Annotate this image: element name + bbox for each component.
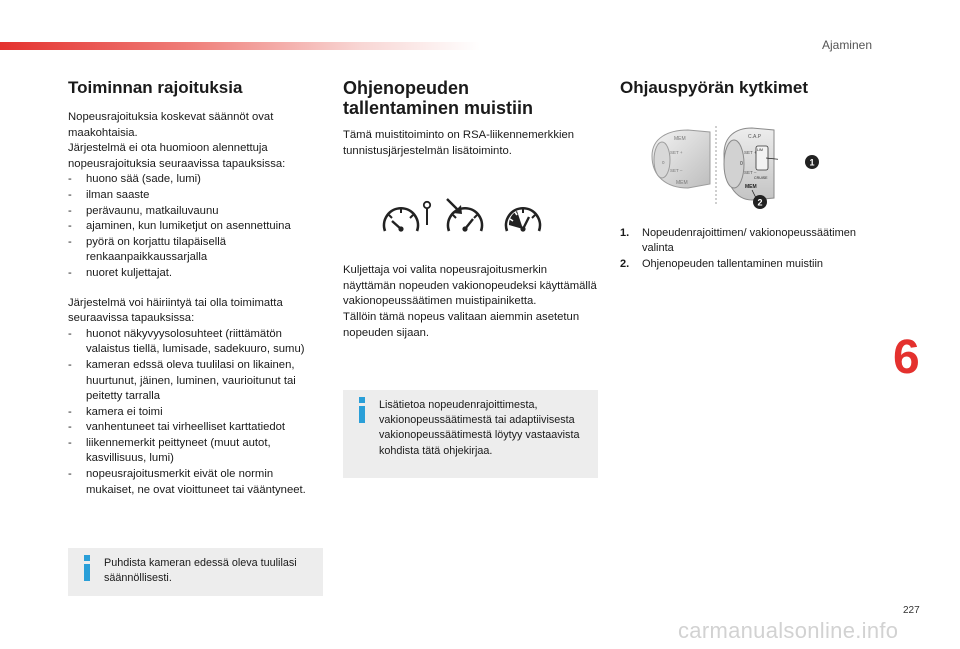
legend-item: 2. Ohjenopeuden tallentaminen muistiin — [620, 257, 824, 270]
diagram-legend — [620, 226, 870, 272]
legend-item: 1. Nopeudenrajoittimen/ vakionopeussäätimen valinta — [620, 227, 857, 255]
speedometer-pin-icon — [384, 202, 430, 232]
lever-label: 0 — [740, 161, 743, 167]
intro-paragraph: Nopeusrajoituksia koskevat säännöt ovat maakohtaisia. Järjestelmä ei ota huomioon alennettuja nopeusrajoituksia seuraavissa tapauksissa: — [68, 111, 286, 170]
lever-label: CRUISE — [754, 176, 768, 180]
lever-label: SET + — [670, 150, 683, 155]
heading-speed-memory: Ohjenopeuden tallentaminen muistiin — [343, 78, 534, 118]
section-name: Ajaminen — [821, 38, 872, 52]
body-paragraph: Kuljettaja voi valita nopeusrajoitusmerkin näyttämän nopeuden vakionopeudeksi käyttämällä vakionopeussäätimen muistipainiketta. Tällöin tämä nopeus valitaan aiemmin asetetun nopeuden sijaan. — [343, 264, 597, 339]
lever-label: LIM — [757, 148, 763, 152]
list-item: - huonot näkyvyysolosuhteet (riittämätön valaistus tiellä, lumisade, sadekuuro, sumu) — [68, 327, 323, 358]
list-item: - kamera ei toimi — [68, 405, 323, 421]
list-item: - vanhentuneet tai virheelliset karttatiedot — [68, 420, 323, 436]
info-text: Lisätietoa nopeudenrajoittimesta, vakionopeussäätimestä tai adaptiivisesta vakionopeussäätimestä löytyy vastaavista kohdista tätä ohjekirjaa. — [379, 399, 580, 457]
lever-label: C.A.P — [748, 134, 762, 140]
column-limitations — [68, 78, 323, 498]
list-item: - ajaminen, kun lumiketjut on asennettuina — [68, 219, 323, 235]
info-box-more-info — [343, 390, 598, 478]
info-box-clean-windscreen — [68, 548, 323, 596]
heading-limitations: Toiminnan rajoituksia — [68, 78, 243, 97]
list-item: - pyörä on korjattu tilapäisellä renkaanpaikkaussarjalla — [68, 235, 323, 266]
list-item: - perävaunu, matkailuvaunu — [68, 204, 323, 220]
callout-2-marker — [748, 192, 778, 216]
page-number: 227 — [903, 605, 920, 616]
list-disturbance-cases — [68, 327, 323, 499]
lever-label: 0 — [662, 160, 665, 165]
lever-label: SET – — [670, 168, 683, 173]
list-item: - huono sää (sade, lumi) — [68, 172, 323, 188]
lever-label: MEM — [745, 184, 757, 190]
speedometer-icons — [343, 195, 598, 245]
chapter-tab-number: 6 — [893, 331, 920, 384]
lever-label: SET – — [744, 170, 757, 175]
lever-label: SET + — [744, 150, 757, 155]
speedometer-limited-icon — [506, 208, 540, 231]
lever-label: MEM — [676, 180, 688, 186]
watermark: carmanualsonline.info — [678, 618, 899, 643]
callout-1-marker — [800, 148, 840, 178]
callout-number: 1 — [809, 157, 815, 168]
info-icon — [356, 397, 368, 423]
info-text: Puhdista kameran edessä oleva tuulilasi säännöllisesti. — [104, 557, 297, 585]
column-speed-memory — [343, 78, 598, 341]
header-color-bar — [0, 42, 480, 50]
list-item: - nuoret kuljettajat. — [68, 266, 323, 282]
info-icon — [81, 555, 93, 581]
column-steering-switches — [620, 78, 870, 98]
list-item: - liikennemerkit peittyneet (muut autot, kasvillisuus, lumi) — [68, 436, 323, 467]
lever-label: MEM — [674, 136, 686, 142]
list-item: - kameran edssä oleva tuulilasi on likainen, huurtunut, jäinen, luminen, vaurioitunut tai peitetty tarralla — [68, 358, 323, 405]
callout-number: 2 — [757, 197, 763, 208]
heading-steering-switches: Ohjauspyörän kytkimet — [620, 78, 809, 97]
list-item: - nopeusrajoitusmerkit eivät ole normin mukaiset, ne ovat vioittuneet tai vääntyneet. — [68, 467, 323, 498]
list-item: - ilman saaste — [68, 188, 323, 204]
intro-paragraph: Tämä muistitoiminto on RSA-liikennemerkkien tunnistusjärjestelmän lisätoiminto. — [343, 129, 575, 157]
disturbance-paragraph: Järjestelmä voi häiriintyä tai olla toimimatta seuraavissa tapauksissa: — [68, 296, 283, 325]
speedometer-arrow-icon — [447, 199, 482, 232]
list-unsupported-cases — [68, 172, 323, 281]
